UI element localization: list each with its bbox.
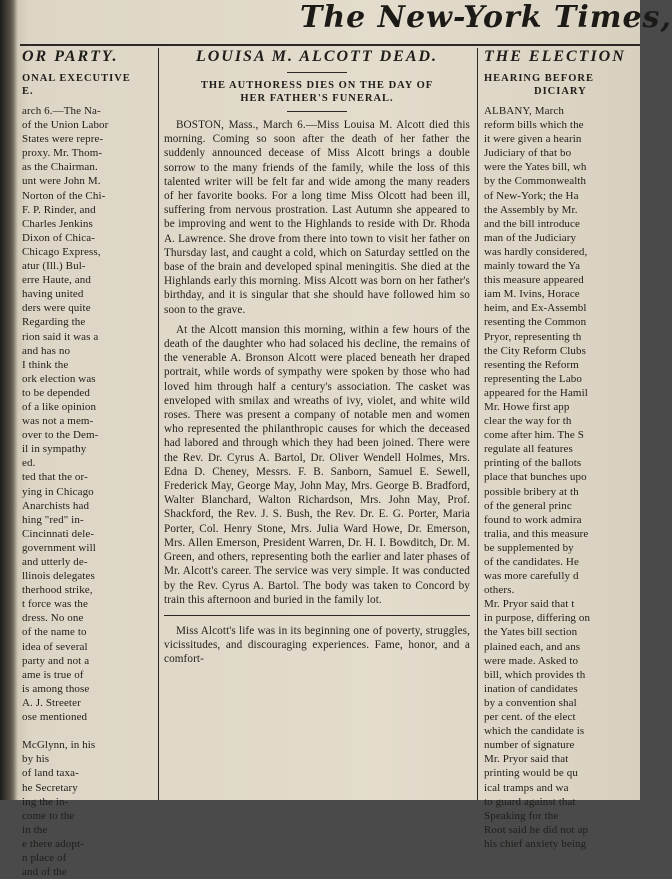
column-text-line: Judiciary of that bo <box>484 147 572 160</box>
column-text-line: and of the <box>22 866 67 879</box>
column-text-line: is among those <box>22 682 90 695</box>
column-text-line: others. <box>484 584 515 597</box>
column-rule-left <box>158 48 159 800</box>
column-text-line: Anarchists had <box>22 499 90 512</box>
column-text-line: which the candidate is <box>484 725 585 738</box>
headline-rule <box>287 72 347 73</box>
column-text-line: iam M. Ivins, Horace <box>484 288 580 301</box>
article-paragraph: At the Alcott mansion this morning, within a few hours of the death of the daughter who had solaced his decline, the remains of the venerable A. Bronson Alcott were placed beneath her draped portrait, while words of sympathy were spoken by those who had loved him through half a century's association. The casket was enveloped with smilax and wreaths of ivy, violet, and white wild roses. There was present a company of notable men and women who represented the philanthropic causes for which the deceased had labored and through which they had been joined. There were the Rev. Dr. Cyrus A. Bartol, Dr. Oliver Wendell Holmes, Mrs. Edna D. Cheney, Messrs. F. B. Sanborn, Samuel E. Sewell, Frederick May, George May, John May, Mrs. George B. Bradford, Walter Blanchard, Walton Richardson, Mrs. John May, Prof. Shackford, the Rev. J. S. Bush, the Rev. Dr. E. G. Porter, Maria Porter, Col. Henry Stone, Mrs. Julia Ward Howe, Dr. Emerson, Mrs. Allen Emerson, President Warren, Dr. H. I. Bowditch, Dr. M. Green, and others, representing both the earlier and later phases of Mr. Alcott's career. The service was very simple. It was conducted by the Rev. Cyrus A. Bartol. The body was taken to Concord by train this afternoon and buried in the family lot. <box>164 323 470 606</box>
right-column-headline: THE ELECTION <box>484 48 626 65</box>
column-text-line: by his <box>22 753 50 766</box>
column-text-line: rion said it was a <box>22 330 99 343</box>
column-text-line: erre Haute, and <box>22 274 91 287</box>
column-text-line: of the Union Labor <box>22 119 109 132</box>
column-text-line: of the candidates. He <box>484 556 579 568</box>
column-text-line: ical tramps and wa <box>484 781 569 794</box>
column-text-line: Cincinnati dele- <box>22 527 95 540</box>
column-text-line: ination of candidates <box>484 682 578 695</box>
column-text-line: Mr. Howe first app <box>484 400 570 413</box>
left-column <box>22 48 154 879</box>
column-text-line: Root said he did not ap <box>484 823 589 836</box>
left-column-body <box>22 104 154 879</box>
column-text-line: n place of <box>22 851 67 864</box>
column-text-line: were the Yates bill, wh <box>484 161 587 174</box>
column-text-line: printing would be qu <box>484 767 578 780</box>
alcott-article <box>164 48 470 800</box>
column-text-line: of a like opinion <box>22 400 97 413</box>
column-text-line: tralia, and this measure <box>484 527 589 540</box>
column-text-line: t force was the <box>22 598 88 611</box>
masthead: The New-York Times, <box>300 0 672 35</box>
column-text-line: in the <box>22 823 48 836</box>
column-text-line: ame is true of <box>22 668 84 681</box>
column-text-line: bill, which provides th <box>484 668 586 681</box>
article-body <box>164 118 470 667</box>
column-text-line: Mr. Pryor said that t <box>484 598 575 611</box>
column-text-line: atur (Ill.) Bul- <box>22 260 86 273</box>
right-column <box>484 48 654 850</box>
column-text-line: his chief anxiety being <box>484 837 587 850</box>
column-text-line: as the Chairman. <box>22 161 98 174</box>
article-deck-line: HER FATHER'S FUNERAL. <box>240 93 394 104</box>
column-text-line: reform bills which the <box>484 119 584 132</box>
right-column-deck <box>484 72 654 98</box>
column-text-line: of land taxa- <box>22 767 79 780</box>
right-column-body <box>484 104 654 851</box>
right-deck-line: HEARING BEFORE <box>484 73 594 84</box>
column-text-line: appeared for the Hamil <box>484 386 588 399</box>
right-deck-line: DICIARY <box>534 86 587 97</box>
column-text-line: idea of several <box>22 640 88 653</box>
column-text-line: be supplemented by <box>484 541 574 554</box>
column-text-line: ying in Chicago <box>22 485 94 498</box>
left-deck-line: ONAL EXECUTIVE <box>22 73 131 84</box>
deck-rule <box>287 111 347 112</box>
column-text-line: was hardly considered, <box>484 245 588 258</box>
column-text-line: Chicago Express, <box>22 245 101 258</box>
column-text-line: by the Commonwealth <box>484 175 587 188</box>
column-text-line: the Assembly by Mr. <box>484 203 578 216</box>
column-text-line: llinois delegates <box>22 570 95 583</box>
column-text-line: and has no <box>22 344 71 357</box>
column-text-line: to guard against that <box>484 795 576 808</box>
column-text-line: Mr. Pryor said that <box>484 753 569 766</box>
column-text-line: he Secretary <box>22 781 78 794</box>
column-text-line: heim, and Ex-Assembl <box>484 302 587 315</box>
column-text-line: States were repre- <box>22 133 104 146</box>
column-text-line: regulate all features <box>484 443 573 456</box>
column-text-line: Pryor, representing th <box>484 330 582 343</box>
column-text-line: of the name to <box>22 626 87 639</box>
column-text-line: were made. Asked to <box>484 654 579 667</box>
column-text-line: was more carefully d <box>484 570 579 583</box>
column-text-line: ted that the or- <box>22 471 88 484</box>
column-text-line: therhood strike, <box>22 584 93 597</box>
column-text-line <box>22 724 154 738</box>
column-text-line: of New-York; the Ha <box>484 189 579 202</box>
column-text-line: government will <box>22 541 96 554</box>
column-text-line: hing "red" in- <box>22 513 84 526</box>
column-text-line: unt were John M. <box>22 175 101 188</box>
column-text-line: Regarding the <box>22 316 86 329</box>
article-paragraph: BOSTON, Mass., March 6.—Miss Louisa M. Alcott died this morning. Coming so soon after the death of her father the suddenly announced decease of Miss Alcott brings a double sorrow to the many friends of the family, while the loss of this talented writer will be felt far and wide among the many readers of her favorite books. For a long time Miss Olcott had been ill, suffering from nervous prostration. Last Autumn she appeared to be improving and went to the Highlands to reside with Dr. Rhoda A. Lawrence. She drove from there into town to visit her father on Thursday last, and caught a cold, which on Saturday settled on the base of the brain and developed spinal meningitis. She died at the Highlands early this morning. Miss Alcott was born on her father's birthday, and it is singular that she should have followed him so soon to the grave. <box>164 119 470 316</box>
left-column-headline: OR PARTY. <box>22 48 119 65</box>
column-text-line: by a convention shal <box>484 696 577 709</box>
column-text-line: arch 6.—The Na- <box>22 105 101 117</box>
column-text-line: come to the <box>22 809 75 822</box>
column-text-line: in purpose, differing on <box>484 612 591 625</box>
column-text-line: representing the Labo <box>484 372 583 385</box>
article-deck <box>164 79 470 105</box>
column-text-line: place that bunches upo <box>484 471 587 484</box>
column-text-line: it were given a hearin <box>484 133 582 146</box>
column-text-line: to be depended <box>22 386 90 399</box>
column-text-line: resenting the Reform <box>484 358 579 371</box>
column-text-line: dress. No one <box>22 612 84 625</box>
column-text-line: having united <box>22 288 84 301</box>
column-text-line: found to work admira <box>484 513 582 526</box>
column-text-line: Norton of the Chi- <box>22 189 106 202</box>
column-text-line: proxy. Mr. Thom- <box>22 147 103 160</box>
column-text-line: of the general princ <box>484 499 572 512</box>
column-text-line: ed. <box>22 457 36 470</box>
column-text-line: was not a mem- <box>22 415 94 428</box>
column-text-line: over to the Dem- <box>22 429 99 442</box>
paragraph-separator <box>164 615 470 616</box>
column-text-line: ALBANY, March <box>484 105 564 117</box>
column-text-line: I think the <box>22 358 69 371</box>
column-text-line: the City Reform Clubs <box>484 344 587 357</box>
column-text-line: ing the in- <box>22 795 69 808</box>
column-text-line: clear the way for th <box>484 415 572 428</box>
article-headline: LOUISA M. ALCOTT DEAD. <box>195 48 439 65</box>
book-binding-shadow <box>0 0 18 800</box>
column-text-line: ork election was <box>22 372 96 385</box>
article-deck-line: THE AUTHORESS DIES ON THE DAY OF <box>200 80 434 91</box>
column-text-line: ders were quite <box>22 302 91 315</box>
column-text-line: man of the Judiciary <box>484 231 577 244</box>
left-column-deck <box>22 72 154 98</box>
column-text-line: per cent. of the elect <box>484 711 576 724</box>
column-rule-right <box>477 48 478 800</box>
column-text-line: F. P. Rinder, and <box>22 203 96 216</box>
column-text-line: printing of the ballots <box>484 457 582 470</box>
column-text-line: party and not a <box>22 654 90 667</box>
column-text-line: mainly toward the Ya <box>484 260 581 273</box>
column-text-line: Dixon of Chica- <box>22 231 95 244</box>
article-paragraph: Miss Alcott's life was in its beginning one of poverty, struggles, vicissitudes, and discouraging experiences. Fame, honor, and a comfort- <box>164 624 470 666</box>
column-text-line: possible bribery at th <box>484 485 579 498</box>
column-text-line: il in sympathy <box>22 443 87 456</box>
left-deck-line: E. <box>22 86 34 97</box>
column-text-line: and utterly de- <box>22 556 88 568</box>
column-text-line: ose mentioned <box>22 711 88 724</box>
column-text-line: Speaking for the <box>484 809 559 822</box>
column-text-line: McGlynn, in his <box>22 739 96 752</box>
column-text-line: resenting the Common <box>484 316 587 329</box>
column-text-line: this measure appeared <box>484 274 584 287</box>
column-text-line: number of signature <box>484 739 575 752</box>
masthead-rule <box>20 44 640 46</box>
column-text-line: and the bill introduce <box>484 217 580 230</box>
column-text-line: Charles Jenkins <box>22 217 93 230</box>
column-text-line: come after him. The S <box>484 429 584 442</box>
column-text-line: the Yates bill section <box>484 626 578 639</box>
column-text-line: plained each, and ans <box>484 640 581 653</box>
column-text-line: A. J. Streeter <box>22 696 81 709</box>
column-text-line: e there adopt- <box>22 837 84 850</box>
